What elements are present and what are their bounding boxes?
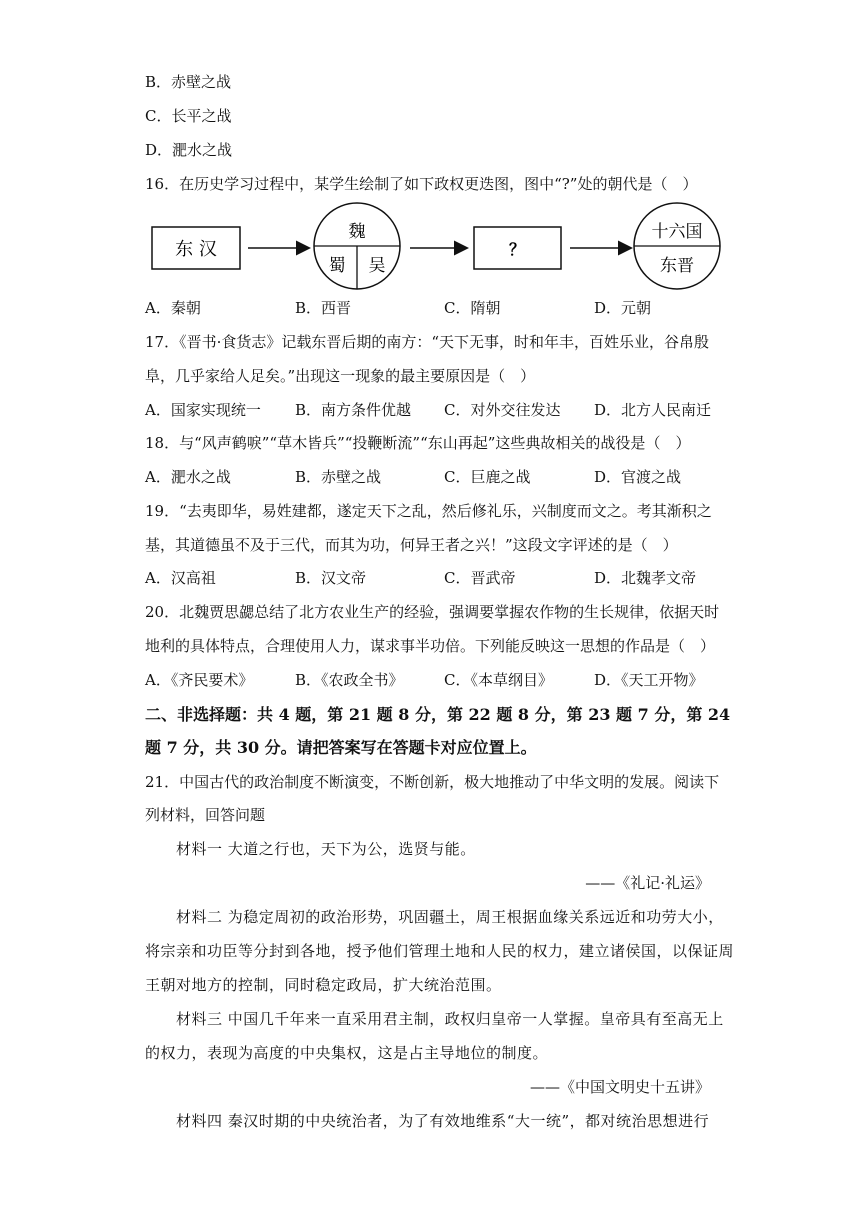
q20-option-b: B．《农政全书》 <box>295 671 404 689</box>
q16-option-d: D．元朝 <box>594 299 652 317</box>
eastern-jin-label: 东晋 <box>660 256 694 276</box>
section2-heading-line2: 题 7 分，共 30 分。请把答案写在答题卡对应位置上。 <box>145 738 537 757</box>
q17-stem-line1: 17．《晋书·食货志》记载东晋后期的南方：“天下无事，时和年丰，百姓乐业，谷帛殷 <box>145 333 710 351</box>
material-4-line1: 材料四 秦汉时期的中央统治者，为了有效地维系“大一统”，都对统治思想进行 <box>176 1112 710 1130</box>
q16-stem: 16．在历史学习过程中，某学生绘制了如下政权更迭图，图中“?”处的朝代是（ ） <box>145 175 698 193</box>
q19-option-a: A．汉高祖 <box>145 569 216 587</box>
q15-option-b: B．赤壁之战 <box>145 73 232 91</box>
sixteen-kingdoms-label: 十六国 <box>651 222 703 242</box>
q17-option-a: A．国家实现统一 <box>145 401 261 419</box>
q20-option-a: A．《齐民要术》 <box>145 671 254 689</box>
eastern-han-label: 东 汉 <box>175 239 217 260</box>
q20-option-c: C．《本草纲目》 <box>444 671 553 689</box>
q19-option-c: C．晋武帝 <box>444 569 516 587</box>
q20-stem-line1: 20．北魏贾思勰总结了北方农业生产的经验，强调要掌握农作物的生长规律，依据天时 <box>145 603 720 621</box>
q19-option-d: D．北魏孝文帝 <box>594 569 697 587</box>
q17-option-d: D．北方人民南迁 <box>594 401 712 419</box>
q18-option-a: A．淝水之战 <box>145 468 231 486</box>
q18-option-d: D．官渡之战 <box>594 468 682 486</box>
material-3-line1: 材料三 中国几千年来一直采用君主制，政权归皇帝一人掌握。皇帝具有至高无上 <box>176 1010 724 1028</box>
q19-stem-line1: 19．“去夷即华，易姓建都，遂定天下之乱，然后修礼乐，兴制度而文之。考其渐积之 <box>145 502 712 520</box>
material-1: 材料一 大道之行也，天下为公，选贤与能。 <box>176 840 476 858</box>
q19-stem-line2: 基，其道德虽不及于三代，而其为功，何异王者之兴！”这段文字评述的是（ ） <box>145 536 678 554</box>
regime-succession-diagram <box>140 200 730 292</box>
section2-heading-line1: 二、非选择题：共 4 题，第 21 题 8 分，第 22 题 8 分，第 23 题 7 分，第 24 <box>145 705 731 724</box>
q19-option-b: B．汉文帝 <box>295 569 367 587</box>
material-3-source: ——《中国文明史十五讲》 <box>529 1078 710 1096</box>
material-2-line3: 王朝对地方的控制，同时稳定政局，扩大统治范围。 <box>145 976 502 994</box>
shu-label: 蜀 <box>328 256 346 276</box>
q17-stem-line2: 阜，几乎家给人足矣。”出现这一现象的最主要原因是（ ） <box>145 367 536 385</box>
q16-option-b: B．西晋 <box>295 299 352 317</box>
q16-option-c: C．隋朝 <box>444 299 501 317</box>
material-2-line2: 将宗亲和功臣等分封到各地，授予他们管理土地和人民的权力，建立诸侯国，以保证周 <box>145 942 735 960</box>
q20-stem-line2: 地利的具体特点，合理使用人力，谋求事半功倍。下列能反映这一思想的作品是（ ） <box>145 637 716 655</box>
q17-option-c: C．对外交往发达 <box>444 401 561 419</box>
q18-option-c: C．巨鹿之战 <box>444 468 531 486</box>
q15-option-d: D．淝水之战 <box>145 141 233 159</box>
material-3-line2: 的权力，表现为高度的中央集权，这是占主导地位的制度。 <box>145 1044 549 1062</box>
q18-option-b: B．赤壁之战 <box>295 468 382 486</box>
q20-option-d: D．《天工开物》 <box>594 671 704 689</box>
q17-option-b: B．南方条件优越 <box>295 401 412 419</box>
q16-option-a: A．秦朝 <box>145 299 201 317</box>
wu-label: 吴 <box>368 256 386 276</box>
material-1-source: ——《礼记·礼运》 <box>585 874 710 892</box>
material-2-line1: 材料二 为稳定周初的政治形势，巩固疆土，周王根据血缘关系远近和功劳大小， <box>176 908 724 926</box>
wei-label: 魏 <box>348 222 366 242</box>
q15-option-c: C．长平之战 <box>145 107 232 125</box>
unknown-dynasty-label: ？ <box>508 240 526 259</box>
q21-stem-line1: 21．中国古代的政治制度不断演变，不断创新，极大地推动了中华文明的发展。阅读下 <box>145 773 720 791</box>
q18-stem: 18．与“风声鹤唳”“草木皆兵”“投鞭断流”“东山再起”这些典故相关的战役是（ ） <box>145 434 691 452</box>
q21-stem-line2: 列材料，回答问题 <box>145 806 266 824</box>
